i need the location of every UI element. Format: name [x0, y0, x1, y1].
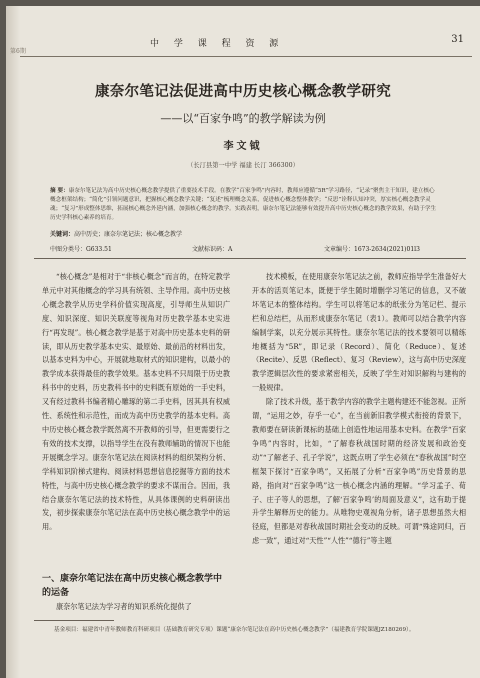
article-subtitle: ——以“百家争鸣”的教学解读为例	[160, 112, 326, 125]
abstract-label: 摘 要：	[50, 188, 69, 194]
author-affiliation: （长汀县第一中学 福建 长汀 366300）	[187, 162, 299, 169]
footnote-rule	[34, 620, 114, 621]
document-page	[6, 6, 480, 678]
footnote: 基金项目：福建省中青年教师教育科研项目（基础教育研究专项）课题“康奈尔笔记法在高中历史核心概念教学”（福建教育学院课题JZ180269）。	[54, 627, 415, 633]
edge-label: 第6期	[10, 48, 26, 55]
body-paragraph-2: 除了技术升级，基于教学内容的教学主题构建还不能忽视。正所谓，“运用之妙，存乎一心”，在当前新旧教学模式衔接的背景下，教师要在研读新课标的基础上创造性地运用基本史料。在教学“百家争鸣”内容时，比如，“了解春秋战国时期的经济发展和政治变动”“了解老子、孔子学说”，这既点明了学生必须在“春秋战国”时空框架下探讨“百家争鸣”，又拓展了分析“百家争鸣”历史背景的思路，指向对“百家争鸣”这一核心概念内涵的理解。“学习孟子、荀子、庄子等人的思想，了解‘百家争鸣’的局面及意义”，这有助于提升学生解释历史的能力。从唯物史观视角分析，诸子思想虽然大相径庭，但都是对春秋战国时期社会变动的反映。可谓“殊途同归，百虑一致”，通过对“天性”“人性”“德行”等主题	[252, 397, 466, 546]
article-number: 文章编号：1673-2634(2021)01l3	[324, 246, 420, 253]
right-column	[252, 270, 466, 548]
keywords-label: 关键词：	[50, 231, 75, 238]
divider	[34, 258, 466, 259]
body-paragraph-1: 技术模板，在使用康奈尔笔记法之前，教师应指导学生准备好大开本的活页笔记本，既便于学生随时增删学习笔记的信息，又不破坏笔记本的整体结构。学生可以将笔记本的纸张分为笔记栏、提示栏和总结栏，从而形成康奈尔笔记（表1）。教师可以结合教学内容编制学案，以充分展示其特性。康奈尔笔记法的技术要领可以精练地概括为“5R”，即记录（Record）、简化（Reduce）、复述（Recite）、反思（Reflect）、复习（Review），这与高中历史深度教学逻辑层次性的要求紧密相关，反映了学生对知识解构与建构的一般规律。	[252, 272, 466, 393]
left-column	[42, 270, 230, 534]
document-code: 文献标识码：A	[192, 246, 233, 253]
section-body: 康奈尔笔记法为学习者的知识系统化提供了	[56, 602, 192, 611]
clc-number: 中图分类号：G633.51	[50, 246, 112, 253]
page-number: 31	[451, 34, 464, 45]
intro-paragraph: “核心概念”是相对于“非核心概念”而言的，在特定教学单元中对其他概念的学习具有统领、主导作用。高中历史核心概念教学从历史学科价值实现高度，引导师生从知识广度、知识深度、知识关联度等视角对历史教学基本史实进行“再发现”。核心概念教学是基于对高中历史基本史料的研读，即从历史教学基本史实、最原始、最前沿的材料出发，以基本史料为中心，开展就地取材式的知识建构，以最小的教学成本获得最佳的教学效果。基本史料不只局限于历史教科书中的史料，历史教科书中的史料既有原始的一手史料，又有经过教科书编者精心雕琢的第二手史料，因其具有权威性、系统性和示范性，而成为高中历史教学的基本史料。高中历史核心概念教学既然离不开教师的引导，但更需要行之有效的技术支撑，以指导学生在没有教师辅助的情况下也能开展概念学习。康奈尔笔记法在阅读材料的组织架构分析、学科知识阶梯式建构、阅读材料思想信息挖掘等方面的技术特性，与高中历史核心概念教学的要求不谋而合。因而，我结合康奈尔笔记法的技术特性，从具体课例的史料研读出发，初步探索康奈尔笔记法在高中历史核心概念教学中的运用。	[42, 272, 230, 532]
running-header	[10, 28, 472, 57]
journal-name: 中 学 课 程 资 源	[150, 39, 285, 49]
abstract	[50, 187, 438, 223]
keywords	[50, 229, 182, 238]
author-name: 李文钺	[223, 141, 263, 152]
section-heading: 一、康奈尔笔记法在高中历史核心概念教学中的运备	[42, 574, 223, 598]
article-title: 康奈尔笔记法促进高中历史核心概念教学研究	[95, 84, 391, 100]
abstract-text: 康奈尔笔记法为高中历史核心概念教学提供了重要技术手段。在教学“百家争鸣”内容时，教师应遵循“5R”学习路径，“记录”聚焦主干知识，建立核心概念框架结构；“简化”引领问题意识，把握核心概念教学关键；“复述”梳理概念关系，促进核心概念整体教学；“反思”诠释认知冲突，厚实核心概念教学灵魂；“复习”形成整体思维，拓展核心概念外延内涵，加强核心概念的教学。实践表明，康奈尔笔记法能够有效提升高中历史核心概念的教学效果，有助于学生历史学科核心素养的培育。	[50, 188, 437, 221]
page-binding-edge	[6, 6, 20, 678]
keywords-text: 高中历史；康奈尔笔记法；核心概念教学	[74, 231, 183, 238]
